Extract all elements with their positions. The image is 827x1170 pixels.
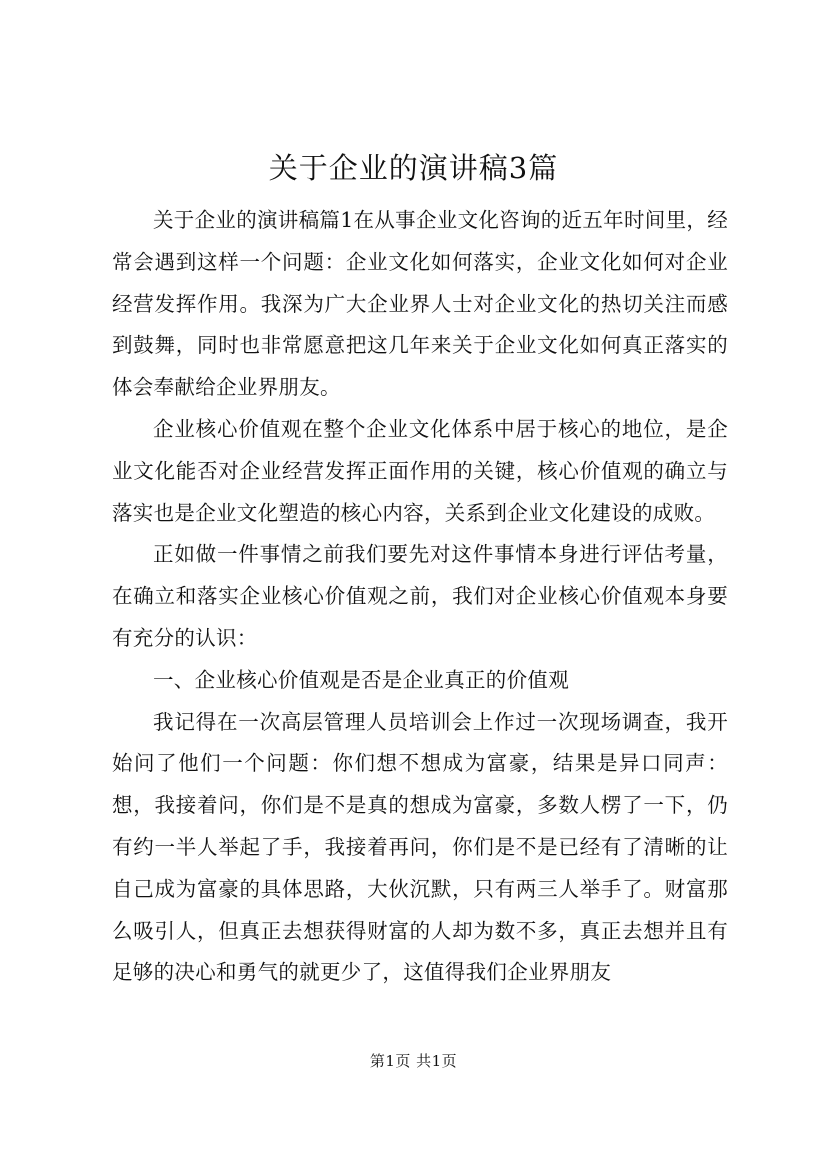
paragraph: 关于企业的演讲稿篇1在从事企业文化咨询的近五年时间里，经常会遇到这样一个问题：企业文化如何落实，企业文化如何对企业经营发挥作用。我深为广大企业界人士对企业文化的热切关注而感到鼓舞，同时也非常愿意把这几年来关于企业文化如何真正落实的体会奉献给企业界朋友。	[112, 208, 728, 400]
document-title: 关于企业的演讲稿3篇	[268, 151, 559, 185]
document-body	[112, 200, 728, 994]
paragraph: 正如做一件事情之前我们要先对这件事情本身进行评估考量，在确立和落实企业核心价值观之前，我们对企业核心价值观本身要有充分的认识：	[112, 542, 728, 650]
paragraph: 企业核心价值观在整个企业文化体系中居于核心的地位，是企业文化能否对企业经营发挥正面作用的关键，核心价值观的确立与落实也是企业文化塑造的核心内容，关系到企业文化建设的成败。	[112, 416, 728, 525]
page-footer: 第1页 共1页	[369, 1052, 458, 1070]
section-heading: 一、企业核心价值观是否是企业真正的价值观	[153, 667, 569, 692]
paragraph: 我记得在一次高层管理人员培训会上作过一次现场调查，我开始问了他们一个问题：你们想不想成为富豪，结果是异口同声：想，我接着问，你们是不是真的想成为富豪，多数人楞了一下，仍有约一半人举起了手，我接着再问，你们是不是已经有了清晰的让自己成为富豪的具体思路，大伙沉默，只有两三人举手了。财富那么吸引人，但真正去想获得财富的人却为数不多，真正去想并且有足够的决心和勇气的就更少了，这值得我们企业界朋友	[112, 709, 728, 985]
